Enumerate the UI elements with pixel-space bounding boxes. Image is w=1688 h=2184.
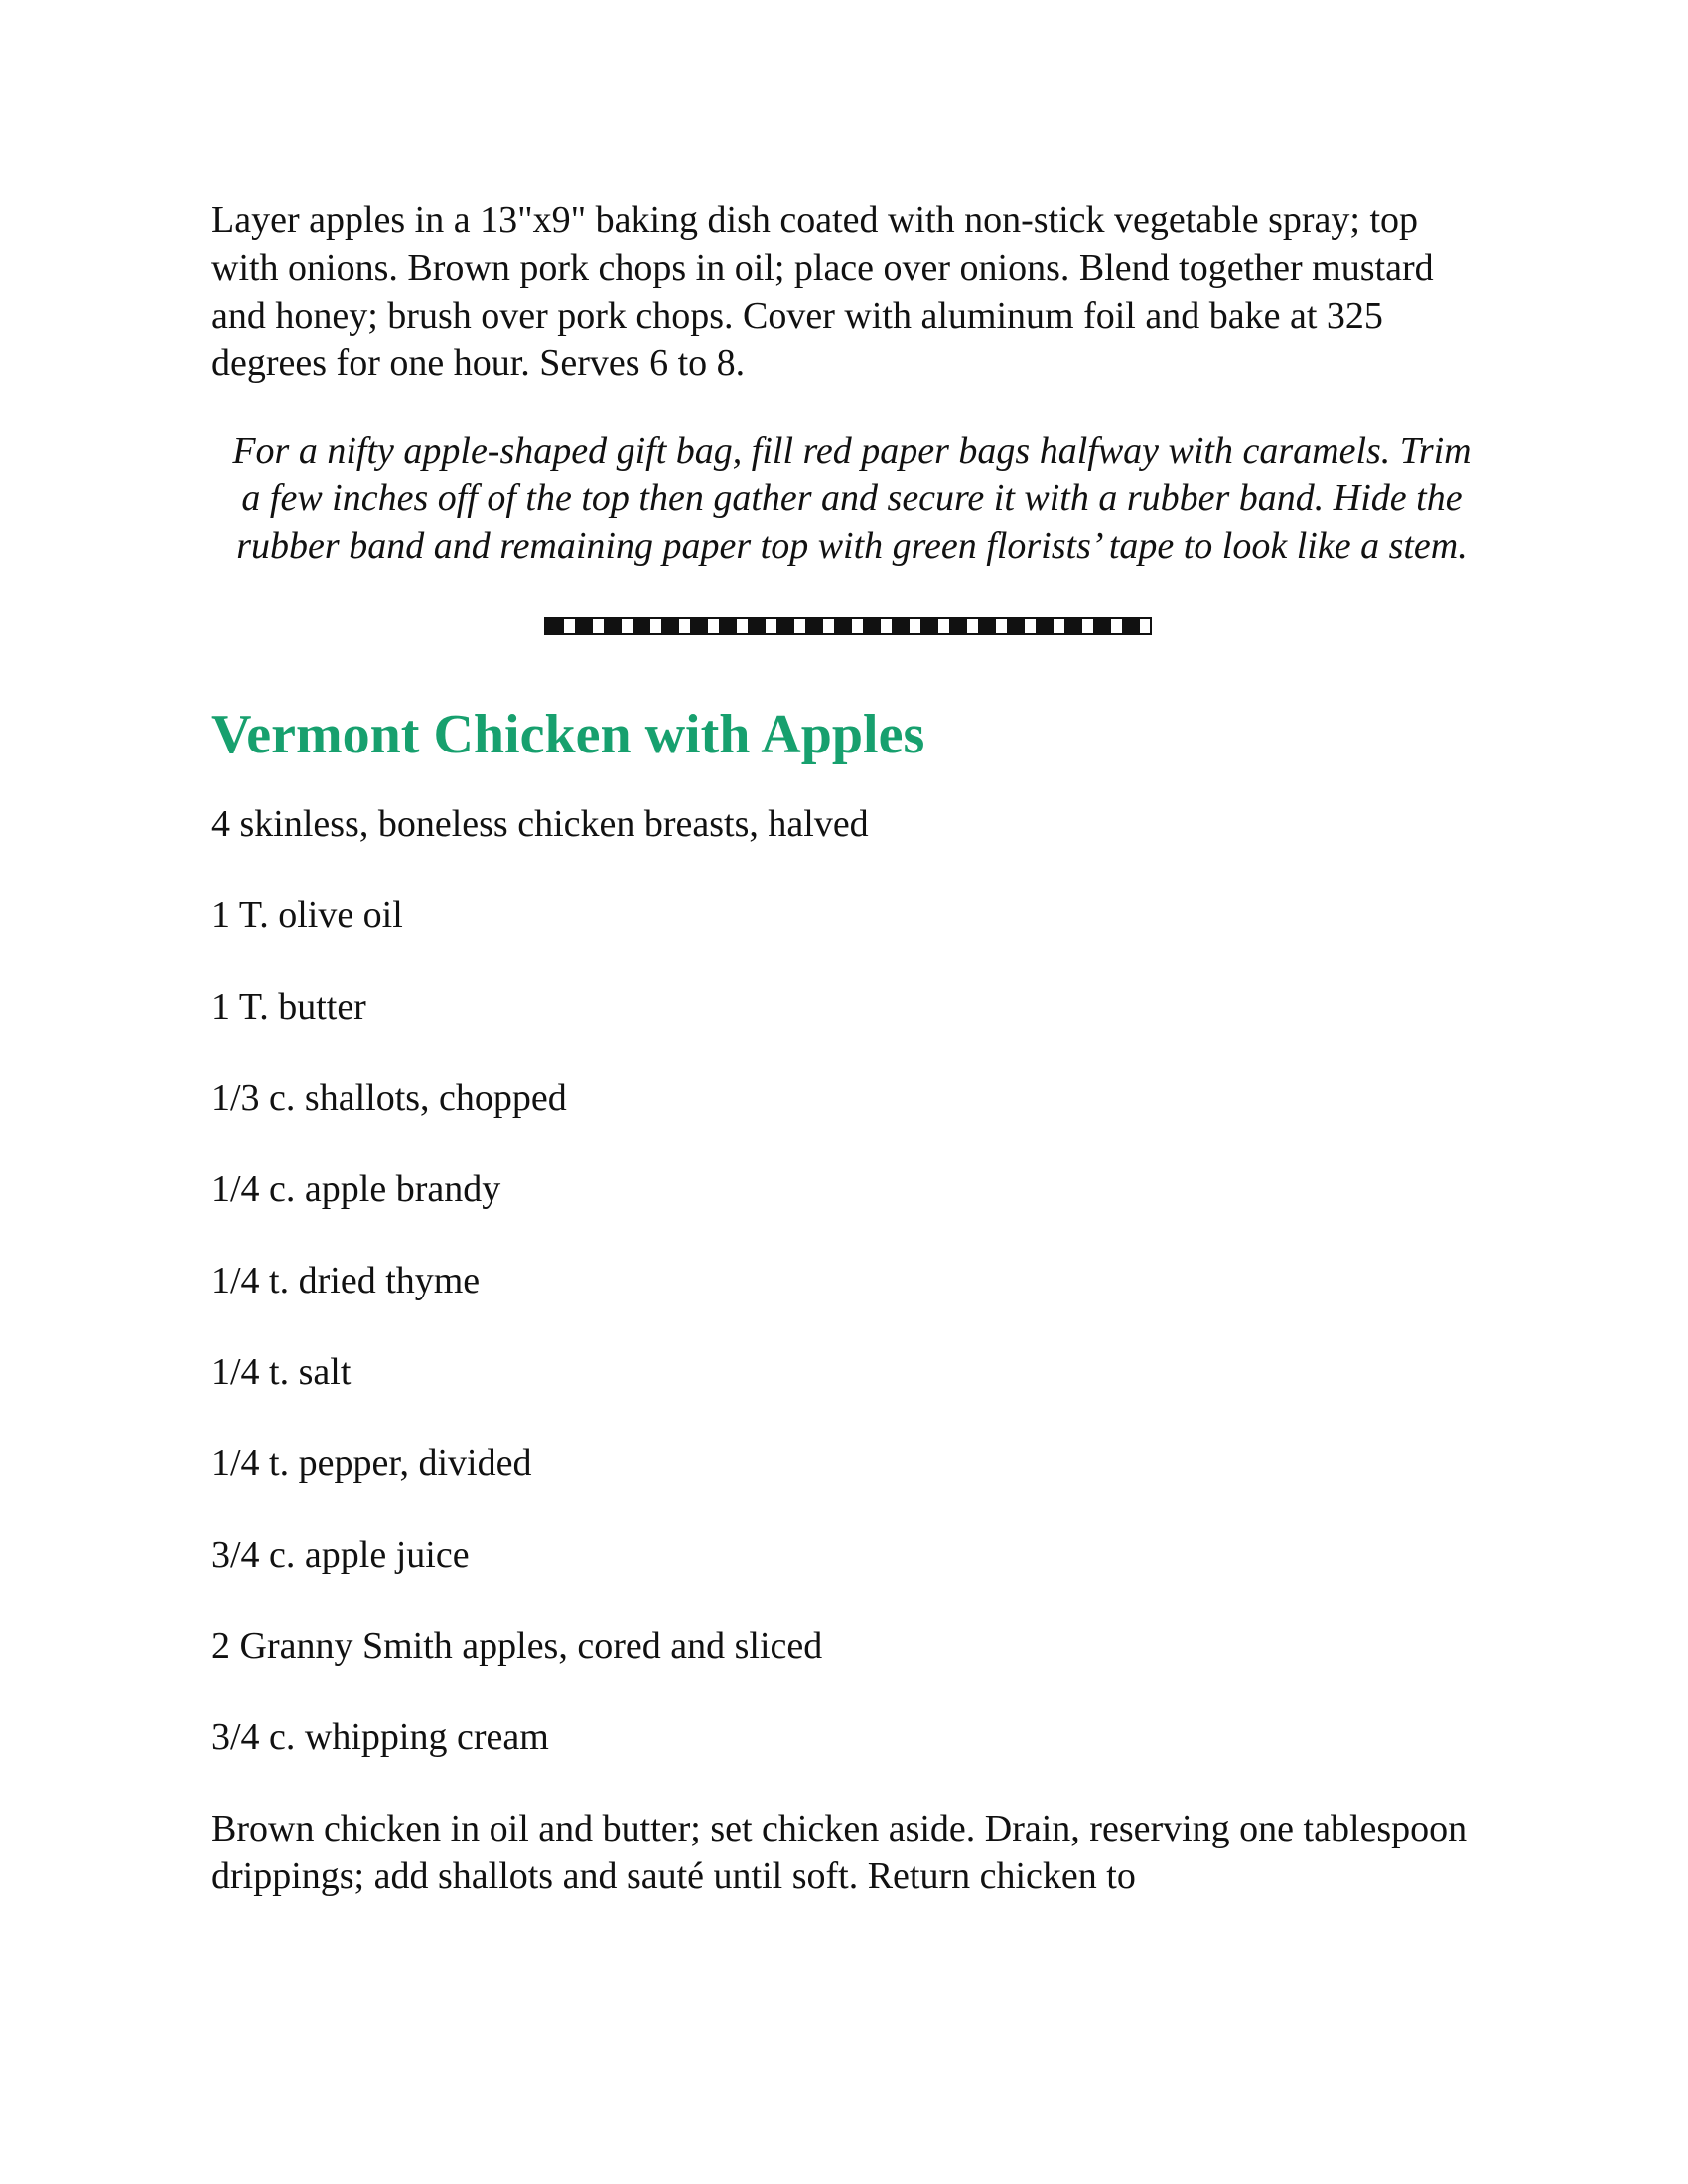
document-page: [211, 197, 1492, 1900]
ingredient-item: 1/4 c. apple brandy: [211, 1168, 501, 1210]
ingredient-item: 3/4 c. apple juice: [211, 1534, 470, 1575]
ingredient-item: 1/4 t. salt: [211, 1351, 352, 1393]
ingredient-item: 3/4 c. whipping cream: [211, 1716, 549, 1758]
gift-bag-tip: For a nifty apple-shaped gift bag, fill red paper bags halfway with caramels. Trim a few inches off of the top then gather and secure it with a rubber band. Hide the rubber band and remaining paper top with green florists’ tape to look like a stem.: [232, 430, 1472, 567]
checkered-divider: [544, 617, 1152, 635]
ingredient-item: 1 T. butter: [211, 986, 366, 1027]
ingredient-item: 1/4 t. dried thyme: [211, 1260, 481, 1301]
ingredient-item: 1 T. olive oil: [211, 894, 403, 936]
ingredient-list: [211, 800, 1492, 1761]
ingredient-item: 2 Granny Smith apples, cored and sliced: [211, 1625, 823, 1667]
ingredient-item: 4 skinless, boneless chicken breasts, halved: [211, 803, 869, 845]
recipe-title: Vermont Chicken with Apples: [211, 704, 925, 765]
ingredient-item: 1/4 t. pepper, divided: [211, 1442, 532, 1484]
previous-recipe-instructions: Layer apples in a 13"x9" baking dish coated with non-stick vegetable spray; top with onions. Brown pork chops in oil; place over onions. Blend together mustard and honey; brush over pork chops. Cover with aluminum foil and bake at 325 degrees for one hour. Serves 6 to 8.: [211, 200, 1434, 384]
ingredient-item: 1/3 c. shallots, chopped: [211, 1077, 567, 1119]
recipe-directions: Brown chicken in oil and butter; set chicken aside. Drain, reserving one tablespoon drippings; add shallots and sauté until soft. Return chicken to: [211, 1808, 1468, 1897]
